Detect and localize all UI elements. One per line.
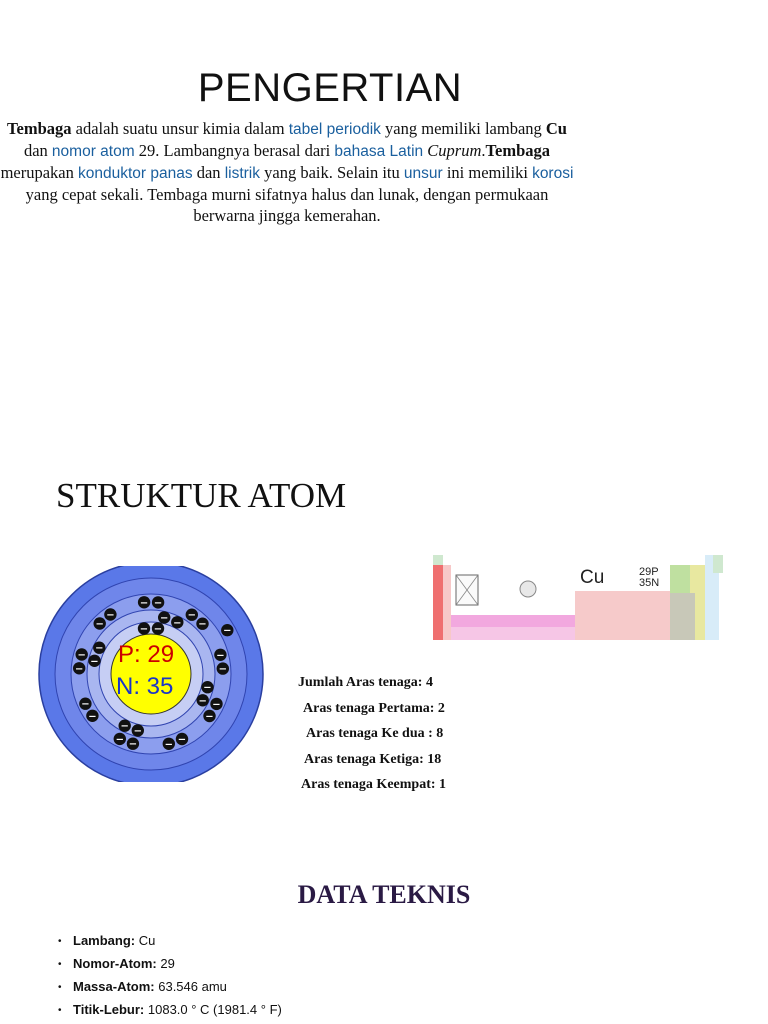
pt-number-n: 35N [639,577,660,589]
symbol-cu: Cu [545,119,567,138]
pt-group1-top [433,555,443,565]
electron-sign: − [223,625,232,637]
tech-label: Nomor-Atom: [73,956,157,971]
link-tabel-periodik[interactable]: tabel periodik [288,121,381,138]
technical-data-list [58,932,282,1024]
term-tembaga-2: Tembaga [485,141,551,160]
pt-pblock-grey [670,593,695,640]
energy-level-item: Aras tenaga Ketiga: 18 [304,751,442,767]
link-konduktor-panas[interactable]: konduktor panas [78,165,193,182]
latin-cuprum: Cuprum [427,141,482,160]
energy-level-item: Aras tenaga Ke dua : 8 [306,726,444,741]
electron-sign: − [133,726,142,737]
tech-value: 63.546 amu [154,979,227,994]
electron-sign: − [88,711,97,723]
energy-level-list [298,670,446,798]
bullet: • [58,936,62,947]
link-nomor-atom[interactable]: nomor atom [51,143,135,160]
electron-sign: − [203,682,212,694]
electron-sign: − [164,739,173,751]
link-unsur[interactable]: unsur [403,165,443,182]
electron-sign: − [173,617,182,629]
electron-sign: − [177,734,187,746]
electron-sign: − [120,721,129,733]
electron-sign: − [90,656,99,668]
electron-sign: − [75,663,84,675]
struktur-atom-heading: STRUKTUR ATOM [56,476,347,515]
energy-level-item: Aras tenaga Pertama: 2 [303,700,445,716]
electron-sign: − [216,650,225,662]
electron-sign: − [95,619,104,630]
electron-sign: − [187,610,196,622]
electron-sign: − [160,613,169,624]
text: 29. Lambangnya berasal dari [134,141,335,160]
electron-sign: − [106,610,115,621]
tech-label: Lambang: [73,933,136,948]
energy-level-item: Jumlah Aras tenaga: 4 [298,675,433,690]
term-tembaga: Tembaga [7,119,72,138]
pt-actinide-row [451,627,586,640]
proton-label: P: 29 [118,641,175,668]
electron-sign: − [198,619,207,631]
tech-value: Cu [135,933,156,948]
energy-level-item: Aras tenaga Keempat: 1 [301,777,447,792]
text: yang baik. Selain itu [260,163,404,182]
page-title: PENGERTIAN [197,66,463,110]
electron-sign: − [153,597,163,609]
text: ini memiliki [442,163,533,182]
bullet: • [58,1005,62,1016]
bullet: • [58,959,62,970]
electron-sign: − [139,597,149,609]
pt-lanthanide-row [451,615,586,627]
link-korosi[interactable]: korosi [532,165,574,182]
electron-sign: − [212,699,221,711]
pt-noble-top [713,555,723,573]
tech-value: 29 [156,956,175,971]
text: merupakan [0,163,78,182]
electron-sign: − [218,664,227,676]
text: dan [192,163,225,182]
electron-sign: − [153,624,163,635]
data-teknis-heading: DATA TEKNIS [297,880,471,909]
text: adalah suatu unsur kimia dalam [71,119,289,138]
pt-group1-column [433,565,443,640]
tech-item [58,955,282,978]
periodic-table-thumbnail [430,553,725,643]
text: . [481,141,486,160]
definition-paragraph [0,118,574,226]
pt-symbol: Cu [580,567,605,588]
electron-sign: − [77,650,86,661]
text: dan [23,141,52,160]
atom-diagram [36,566,266,782]
orbital-icon [520,581,536,597]
neutron-label: N: 35 [116,673,174,700]
tech-label: Titik-Lebur: [73,1002,145,1017]
electron-sign: − [205,711,214,723]
pt-number-p: 29P [639,566,659,578]
electron-sign: − [95,643,104,655]
tech-value: 1083.0 ° C (1981.4 ° F) [144,1002,282,1017]
electron-sign: − [139,624,149,635]
electron-sign: − [81,699,90,711]
pt-transition-block [575,591,670,640]
electron-sign: − [115,734,124,746]
tech-label: Massa-Atom: [73,979,155,994]
pt-group2-column [443,565,451,640]
electron-sign: − [198,695,207,707]
link-listrik[interactable]: listrik [224,165,260,182]
text: yang cepat sekali. Tembaga murni sifatnya halus dan lunak, dengan permukaan berwarna jingga kemerahan. [25,185,549,225]
link-bahasa-latin[interactable]: bahasa Latin [334,143,424,160]
bullet: • [58,982,62,993]
text: yang memiliki lambang [380,119,546,138]
tech-item [58,1001,282,1024]
electron-sign: − [128,739,138,751]
tech-item [58,932,282,955]
tech-item [58,978,282,1001]
